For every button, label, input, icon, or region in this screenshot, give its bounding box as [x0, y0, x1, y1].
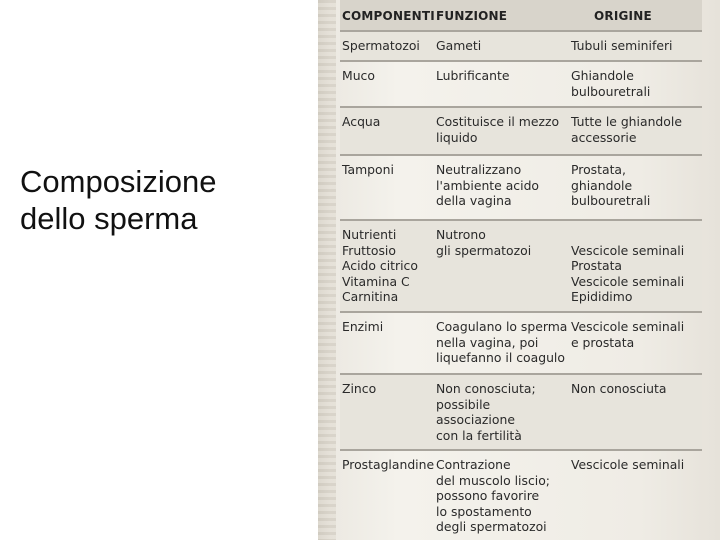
- cell-line: Prostata: [571, 258, 623, 274]
- cell-line: Tamponi: [342, 162, 394, 177]
- cell-origine: [571, 319, 702, 350]
- table-header: [340, 0, 702, 30]
- slide-title-line-1: Composizione: [20, 164, 217, 199]
- cell-line: Vescicole seminali: [571, 319, 685, 334]
- cell-line: Non conosciuta;: [436, 381, 536, 396]
- cell-funzione: [436, 381, 570, 443]
- cell-line: bulbouretrali: [571, 193, 651, 209]
- cell-line: Acido citrico: [342, 258, 418, 274]
- table-row: [340, 311, 702, 375]
- cell-line: ghiandole: [571, 177, 633, 193]
- cell-line: Enzimi: [342, 319, 384, 334]
- cell-line: Coagulano lo sperma: [436, 319, 568, 334]
- cell-origine: [571, 114, 702, 145]
- cell-componente: [342, 227, 436, 305]
- cell-line: Lubrificante: [436, 68, 510, 83]
- cell-line: Contrazione: [436, 457, 511, 472]
- cell-line: Vescicole seminali: [571, 242, 685, 258]
- cell-line: Prostaglandine: [342, 457, 435, 472]
- cell-line: con la fertilità: [436, 427, 522, 443]
- cell-line: Epididimo: [571, 289, 633, 305]
- table-row: [340, 154, 702, 221]
- cell-line: Ghiandole: [571, 68, 634, 83]
- cell-componente: [342, 38, 436, 54]
- table-row: [340, 373, 702, 451]
- cell-line: [571, 227, 702, 243]
- table-row: [340, 106, 702, 156]
- header-funzione: FUNZIONE: [436, 9, 508, 23]
- cell-line: liquefanno il coagulo: [436, 350, 565, 366]
- cell-origine: [571, 457, 702, 473]
- cell-origine: [571, 381, 702, 397]
- cell-componente: [342, 457, 436, 473]
- cell-line: Costituisce il mezzo: [436, 114, 560, 129]
- cell-line: nella vagina, poi: [436, 334, 539, 350]
- cell-line: Tutte le ghiandole: [571, 114, 682, 129]
- cell-line: Gameti: [436, 38, 482, 53]
- cell-funzione: [436, 227, 570, 258]
- cell-line: degli spermatozoi: [436, 519, 547, 535]
- slide-title-line-2: dello sperma: [20, 201, 198, 236]
- cell-line: Nutrono: [436, 227, 486, 242]
- cell-componente: [342, 68, 436, 84]
- cell-funzione: [436, 319, 570, 366]
- cell-line: Prostata,: [571, 162, 626, 177]
- table-row: [340, 219, 702, 313]
- cell-line: gli spermatozoi: [436, 242, 532, 258]
- table-row: [340, 60, 702, 108]
- cell-line: e prostata: [571, 334, 635, 350]
- header-componenti: COMPONENTI: [342, 9, 435, 23]
- cell-origine: [571, 38, 702, 54]
- cell-line: Nutrienti: [342, 227, 397, 242]
- cell-line: possibile: [436, 396, 491, 412]
- cell-componente: [342, 319, 436, 335]
- cell-line: Vescicole seminali: [571, 273, 685, 289]
- cell-line: Tubuli seminiferi: [571, 38, 673, 53]
- cell-line: Carnitina: [342, 289, 399, 305]
- cell-componente: [342, 381, 436, 397]
- cell-funzione: [436, 68, 570, 84]
- cell-line: associazione: [436, 412, 515, 428]
- cell-line: accessorie: [571, 129, 637, 145]
- cell-line: Muco: [342, 68, 375, 83]
- cell-line: Spermatozoi: [342, 38, 420, 53]
- cell-line: Non conosciuta: [571, 381, 667, 396]
- cell-line: Neutralizzano: [436, 162, 522, 177]
- cell-line: Zinco: [342, 381, 377, 396]
- cell-componente: [342, 114, 436, 130]
- table-row: [340, 30, 702, 62]
- cell-funzione: [436, 457, 570, 535]
- cell-componente: [342, 162, 436, 178]
- cell-funzione: [436, 114, 570, 145]
- cell-funzione: [436, 38, 570, 54]
- cell-line: liquido: [436, 129, 478, 145]
- scan-page-edge: [318, 0, 336, 540]
- cell-line: bulbouretrali: [571, 83, 651, 99]
- table-row: [340, 449, 702, 540]
- cell-funzione: [436, 162, 570, 209]
- slide-title: [20, 163, 300, 237]
- cell-line: Vitamina C: [342, 273, 410, 289]
- composition-table: [340, 0, 702, 540]
- cell-origine: [571, 68, 702, 99]
- cell-line: Fruttosio: [342, 242, 396, 258]
- cell-line: Acqua: [342, 114, 381, 129]
- cell-line: della vagina: [436, 193, 512, 209]
- cell-line: l'ambiente acido: [436, 177, 540, 193]
- cell-line: possono favorire: [436, 488, 540, 504]
- cell-line: Vescicole seminali: [571, 457, 685, 472]
- cell-origine: [571, 227, 702, 305]
- cell-origine: [571, 162, 702, 209]
- cell-line: lo spostamento: [436, 503, 532, 519]
- cell-line: del muscolo liscio;: [436, 472, 550, 488]
- scanned-table-image: [318, 0, 720, 540]
- header-origine: ORIGINE: [594, 9, 652, 23]
